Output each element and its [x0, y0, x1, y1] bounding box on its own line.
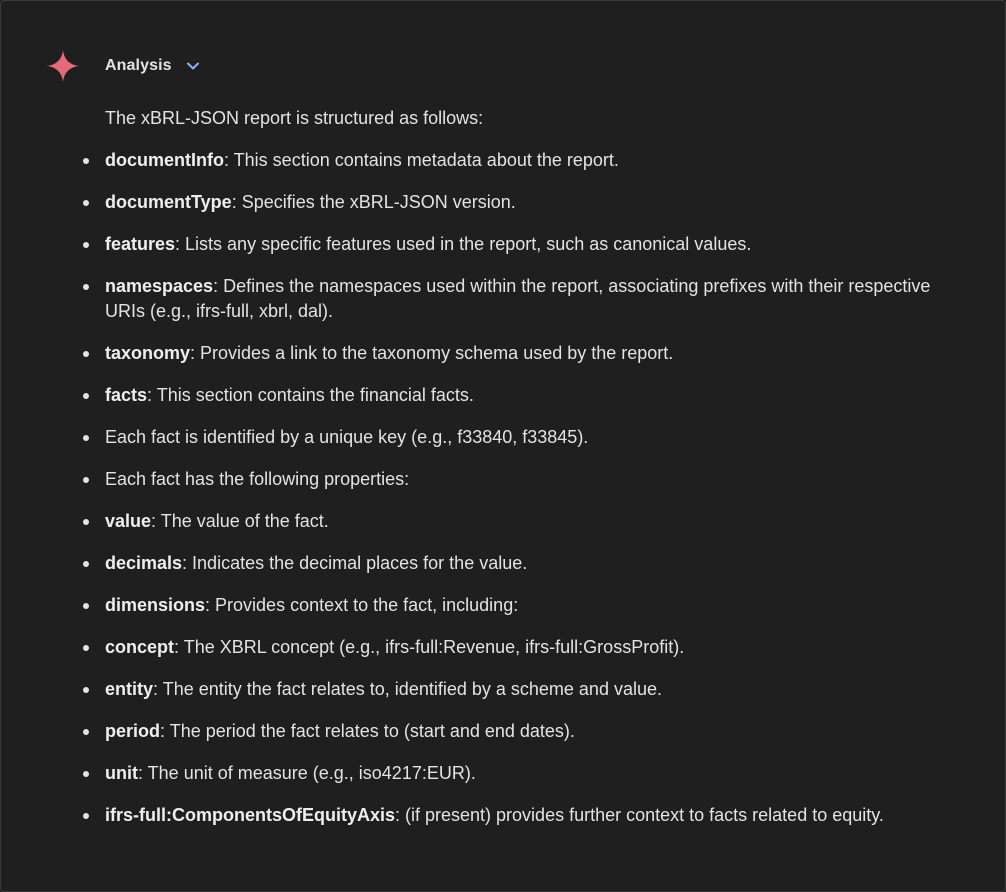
list-item-components-of-equity-axis — [105, 803, 965, 828]
intro-text: The xBRL-JSON report is structured as follows: — [105, 108, 484, 128]
list-item-namespaces — [105, 274, 965, 324]
analysis-label: Analysis — [105, 57, 172, 74]
analysis-content — [105, 106, 965, 828]
term-description: : Defines the namespaces used within the report, associating prefixes with their respective URIs (e.g., ifrs-full, xbrl, dal). — [105, 276, 931, 321]
term-description: : The XBRL concept (e.g., ifrs-full:Revenue, ifrs-full:GrossProfit). — [174, 637, 685, 657]
term-label: period — [105, 721, 161, 741]
list-item-taxonomy — [105, 341, 965, 366]
list-item-unit — [105, 761, 965, 786]
term-label: documentType — [105, 192, 232, 212]
list-item-concept — [105, 635, 965, 660]
list-item-facts — [105, 383, 965, 828]
item-text: Each fact has the following properties: — [105, 469, 410, 489]
term-label: unit — [105, 763, 138, 783]
term-label: entity — [105, 679, 154, 699]
gemini-spark-icon — [46, 49, 80, 83]
list-item-fact-key — [105, 425, 965, 450]
term-label: ifrs-full:ComponentsOfEquityAxis — [105, 805, 396, 825]
term-description: : The period the fact relates to (start and end dates). — [160, 721, 575, 741]
term-label: namespaces — [105, 276, 214, 296]
list-item-entity — [105, 677, 965, 702]
term-label: decimals — [105, 553, 183, 573]
chevron-down-icon[interactable] — [185, 58, 201, 74]
term-description: : The entity the fact relates to, identified by a scheme and value. — [153, 679, 662, 699]
term-description: : (if present) provides further context to facts related to equity. — [395, 805, 884, 825]
dimensions-list — [105, 635, 965, 828]
term-label: value — [105, 511, 152, 531]
term-label: facts — [105, 385, 148, 405]
term-description: : Specifies the xBRL-JSON version. — [231, 192, 516, 212]
documentinfo-list — [105, 190, 965, 366]
term-label: documentInfo — [105, 150, 224, 170]
top-level-list — [105, 148, 965, 828]
term-description: : Provides context to the fact, including: — [205, 595, 519, 615]
list-item-period — [105, 719, 965, 744]
list-item-value — [105, 509, 965, 534]
term-description: : Provides a link to the taxonomy schema used by the report. — [190, 343, 674, 363]
term-description: : This section contains the financial facts. — [147, 385, 474, 405]
term-description: : Lists any specific features used in the report, such as canonical values. — [175, 234, 752, 254]
term-description: : The value of the fact. — [151, 511, 329, 531]
list-item-decimals — [105, 551, 965, 576]
term-description: : This section contains metadata about the report. — [224, 150, 619, 170]
term-description: : The unit of measure (e.g., iso4217:EUR). — [138, 763, 476, 783]
facts-list — [105, 425, 965, 828]
analysis-toggle[interactable] — [105, 54, 201, 78]
item-text: Each fact is identified by a unique key (e.g., f33840, f33845). — [105, 427, 589, 447]
list-item-dimensions — [105, 593, 965, 828]
properties-list — [105, 509, 965, 828]
term-label: taxonomy — [105, 343, 191, 363]
list-item-documentinfo — [105, 148, 965, 366]
list-item-fact-properties — [105, 467, 965, 828]
term-label: concept — [105, 637, 175, 657]
list-item-documenttype — [105, 190, 965, 215]
term-description: : Indicates the decimal places for the value. — [182, 553, 528, 573]
term-label: dimensions — [105, 595, 206, 615]
list-item-features — [105, 232, 965, 257]
term-label: features — [105, 234, 176, 254]
